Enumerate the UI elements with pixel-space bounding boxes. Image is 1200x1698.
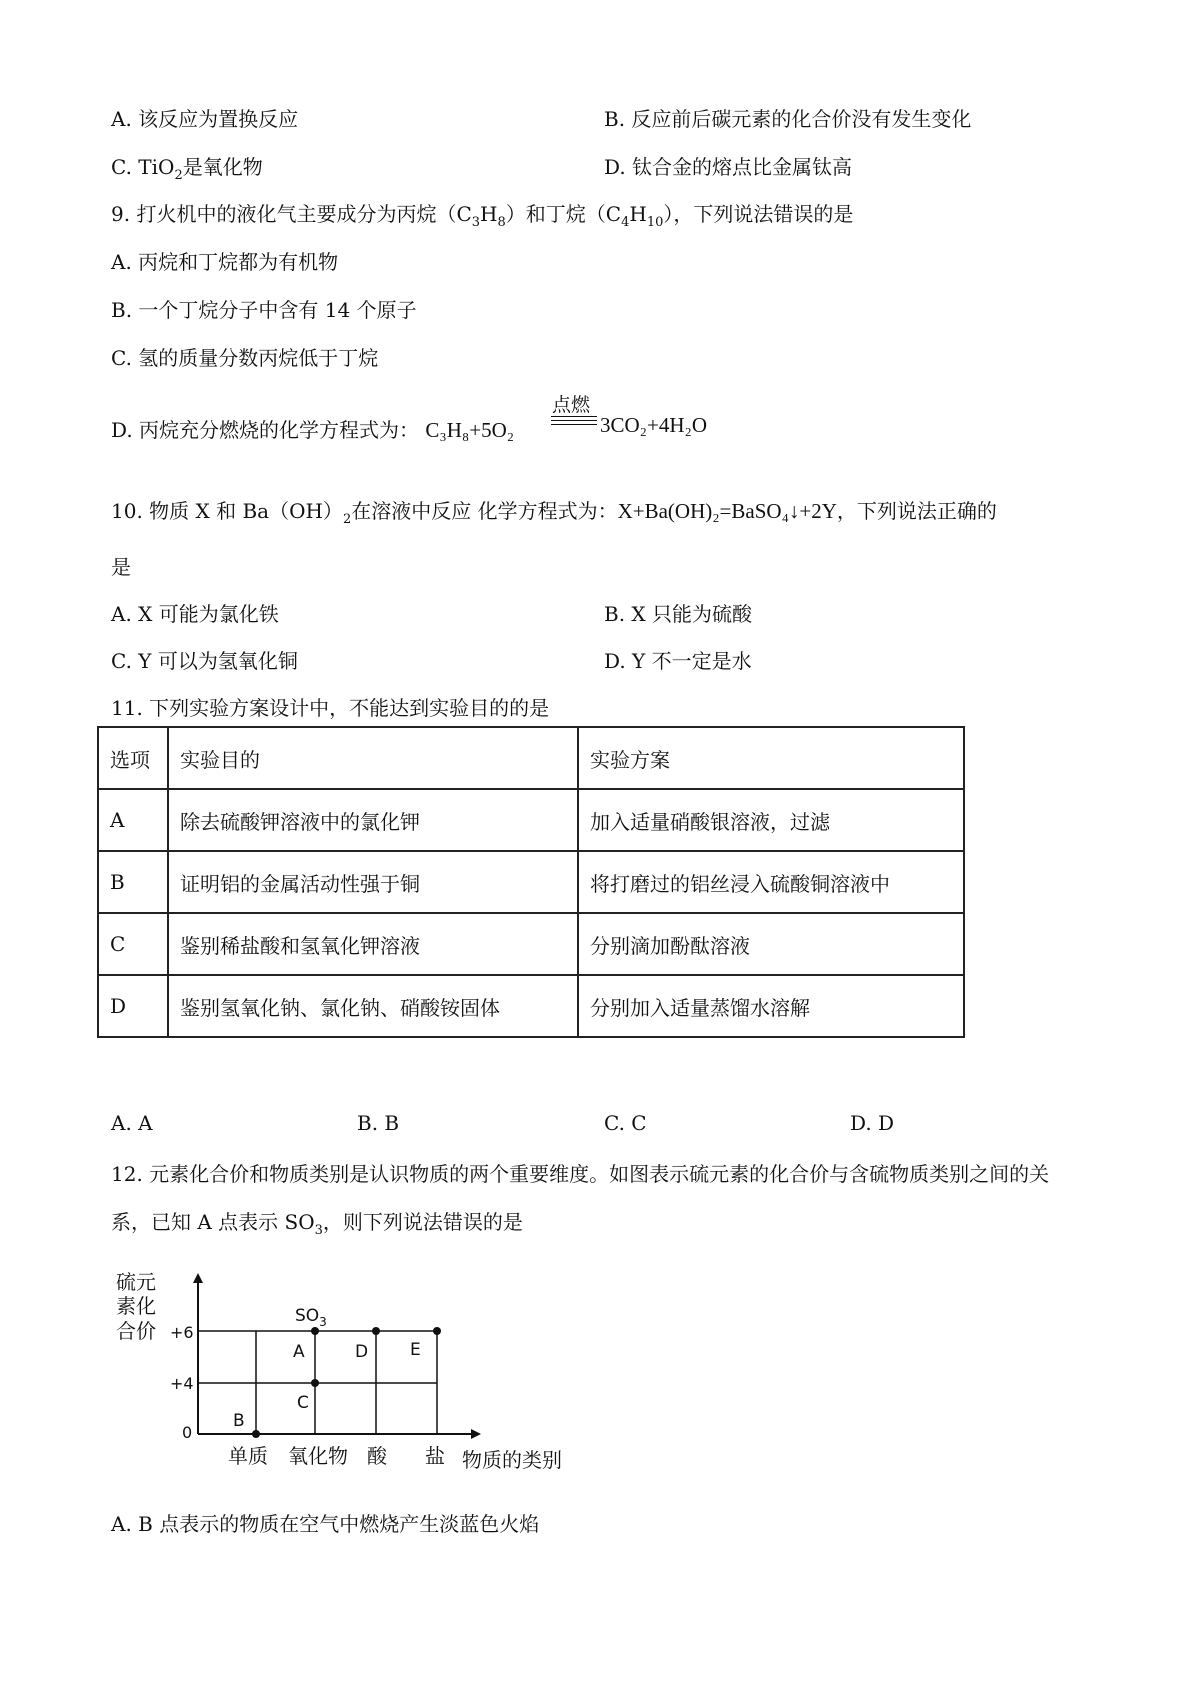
table-cell: 证明铝的金属活动性强于铜 bbox=[168, 851, 578, 913]
table-cell: 将打磨过的铝丝浸入硫酸铜溶液中 bbox=[578, 851, 964, 913]
point-a bbox=[311, 1327, 319, 1335]
q11-stem: 11. 下列实验方案设计中，不能达到实验目的的是 bbox=[111, 696, 550, 720]
q10-option-b: B. X 只能为硫酸 bbox=[604, 602, 753, 626]
x-tick-oxide: 氧化物 bbox=[288, 1444, 348, 1468]
q8-option-c-post: 是氧化物 bbox=[182, 155, 263, 179]
q8-option-b: B. 反应前后碳元素的化合价没有发生变化 bbox=[604, 107, 972, 131]
q11-option-b: B. B bbox=[357, 1111, 400, 1135]
x-tick-acid: 酸 bbox=[367, 1444, 387, 1468]
table-cell: D bbox=[98, 975, 168, 1037]
q8-option-d: D. 钛合金的熔点比金属钛高 bbox=[604, 155, 853, 179]
q12-stem-2b: ，则下列说法错误的是 bbox=[322, 1210, 523, 1234]
q9-equation-left: C₃H₈+5O₂ bbox=[425, 418, 515, 442]
q9-sub-h10: 10 bbox=[646, 215, 664, 230]
y-tick-plus6: +6 bbox=[170, 1323, 194, 1342]
q12-option-a: A. B 点表示的物质在空气中燃烧产生淡蓝色火焰 bbox=[111, 1512, 540, 1536]
point-c bbox=[311, 1379, 319, 1387]
y-axis-label-1: 硫元 bbox=[116, 1270, 156, 1294]
q10-stem-3: ，下列说法正确的 bbox=[836, 499, 997, 523]
q9-equation-right: 3CO₂+4H₂O bbox=[600, 413, 707, 437]
q10-option-c: C. Y 可以为氢氧化铜 bbox=[111, 649, 298, 673]
table-header-cell: 选项 bbox=[98, 727, 168, 789]
q12-stem-2a: 系，已知 A 点表示 SO bbox=[111, 1210, 315, 1234]
q10-equation: X+Ba(OH)₂=BaSO₄↓+2Y bbox=[617, 499, 837, 523]
so3-label-sub: 3 bbox=[319, 1315, 327, 1329]
x-axis-label: 物质的类别 bbox=[462, 1448, 562, 1472]
q9-option-d-text: D. 丙烷充分燃烧的化学方程式为： bbox=[111, 418, 420, 442]
table-cell: 加入适量硝酸银溶液，过滤 bbox=[578, 789, 964, 851]
q9-h-2: H bbox=[629, 202, 647, 226]
q11-option-a: A. A bbox=[111, 1111, 153, 1135]
table-cell: 除去硫酸钾溶液中的氯化钾 bbox=[168, 789, 578, 851]
q9-h-1: H bbox=[480, 202, 498, 226]
q9-sub-h8: 8 bbox=[497, 215, 506, 230]
q11-option-c: C. C bbox=[604, 1111, 647, 1135]
q8-option-a: A. 该反应为置换反应 bbox=[111, 107, 299, 131]
x-tick-salt: 盐 bbox=[425, 1444, 445, 1468]
q12-stem-sub: 3 bbox=[314, 1223, 323, 1238]
q10-stem-line2: 是 bbox=[111, 555, 131, 579]
table-cell: 分别加入适量蒸馏水溶解 bbox=[578, 975, 964, 1037]
point-label-b: B bbox=[233, 1411, 245, 1431]
q10-stem-1: 10. 物质 X 和 Ba（OH） bbox=[111, 499, 343, 523]
q10-sub-2: 2 bbox=[342, 512, 352, 527]
q8-option-c-sub: 2 bbox=[174, 168, 183, 183]
table-header-cell: 实验目的 bbox=[168, 727, 578, 789]
y-axis-label-2: 素化 bbox=[116, 1294, 156, 1318]
q9-option-b: B. 一个丁烷分子中含有 14 个原子 bbox=[111, 298, 417, 322]
table-cell: C bbox=[98, 913, 168, 975]
point-label-d: D bbox=[355, 1342, 369, 1362]
q9-stem-3: ），下列说法错误的是 bbox=[663, 202, 854, 226]
point-e bbox=[433, 1327, 441, 1335]
table-cell: 鉴别氢氧化钠、氯化钠、硝酸铵固体 bbox=[168, 975, 578, 1037]
point-b bbox=[252, 1430, 260, 1438]
point-label-a: A bbox=[293, 1342, 305, 1362]
y-tick-zero: 0 bbox=[182, 1423, 193, 1442]
q10-stem-2: 在溶液中反应 化学方程式为： bbox=[351, 499, 618, 523]
q9-option-a: A. 丙烷和丁烷都为有机物 bbox=[111, 250, 339, 274]
q9-sub-c3: 3 bbox=[471, 215, 481, 230]
point-d bbox=[372, 1327, 380, 1335]
table-cell: 分别滴加酚酞溶液 bbox=[578, 913, 964, 975]
point-label-e: E bbox=[410, 1340, 421, 1360]
q9-stem-1: 9. 打火机中的液化气主要成分为丙烷（C bbox=[111, 202, 472, 226]
q9-sub-c4: 4 bbox=[621, 215, 630, 230]
q9-condition-label: 点燃 bbox=[552, 394, 591, 416]
q9-stem-2: ）和丁烷（C bbox=[505, 202, 622, 226]
q10-option-a: A. X 可能为氯化铁 bbox=[111, 602, 279, 626]
x-tick-element: 单质 bbox=[228, 1444, 268, 1468]
so3-label bbox=[295, 1306, 327, 1329]
y-axis-label-3: 合价 bbox=[116, 1319, 156, 1343]
y-tick-plus4: +4 bbox=[170, 1374, 194, 1393]
point-label-c: C bbox=[297, 1393, 309, 1413]
q9-option-c: C. 氢的质量分数丙烷低于丁烷 bbox=[111, 346, 379, 370]
table-cell: 鉴别稀盐酸和氢氧化钾溶液 bbox=[168, 913, 578, 975]
table-cell: A bbox=[98, 789, 168, 851]
so3-label-text: SO bbox=[295, 1306, 320, 1326]
table-cell: B bbox=[98, 851, 168, 913]
q11-option-d: D. D bbox=[850, 1111, 895, 1135]
q12-stem-line1: 12. 元素化合价和物质类别是认识物质的两个重要维度。如图表示硫元素的化合价与含硫物质类别之间的关 bbox=[111, 1162, 1050, 1186]
q8-option-c-pre: C. TiO bbox=[111, 155, 175, 179]
table-header-cell: 实验方案 bbox=[578, 727, 964, 789]
q10-option-d: D. Y 不一定是水 bbox=[604, 649, 752, 673]
